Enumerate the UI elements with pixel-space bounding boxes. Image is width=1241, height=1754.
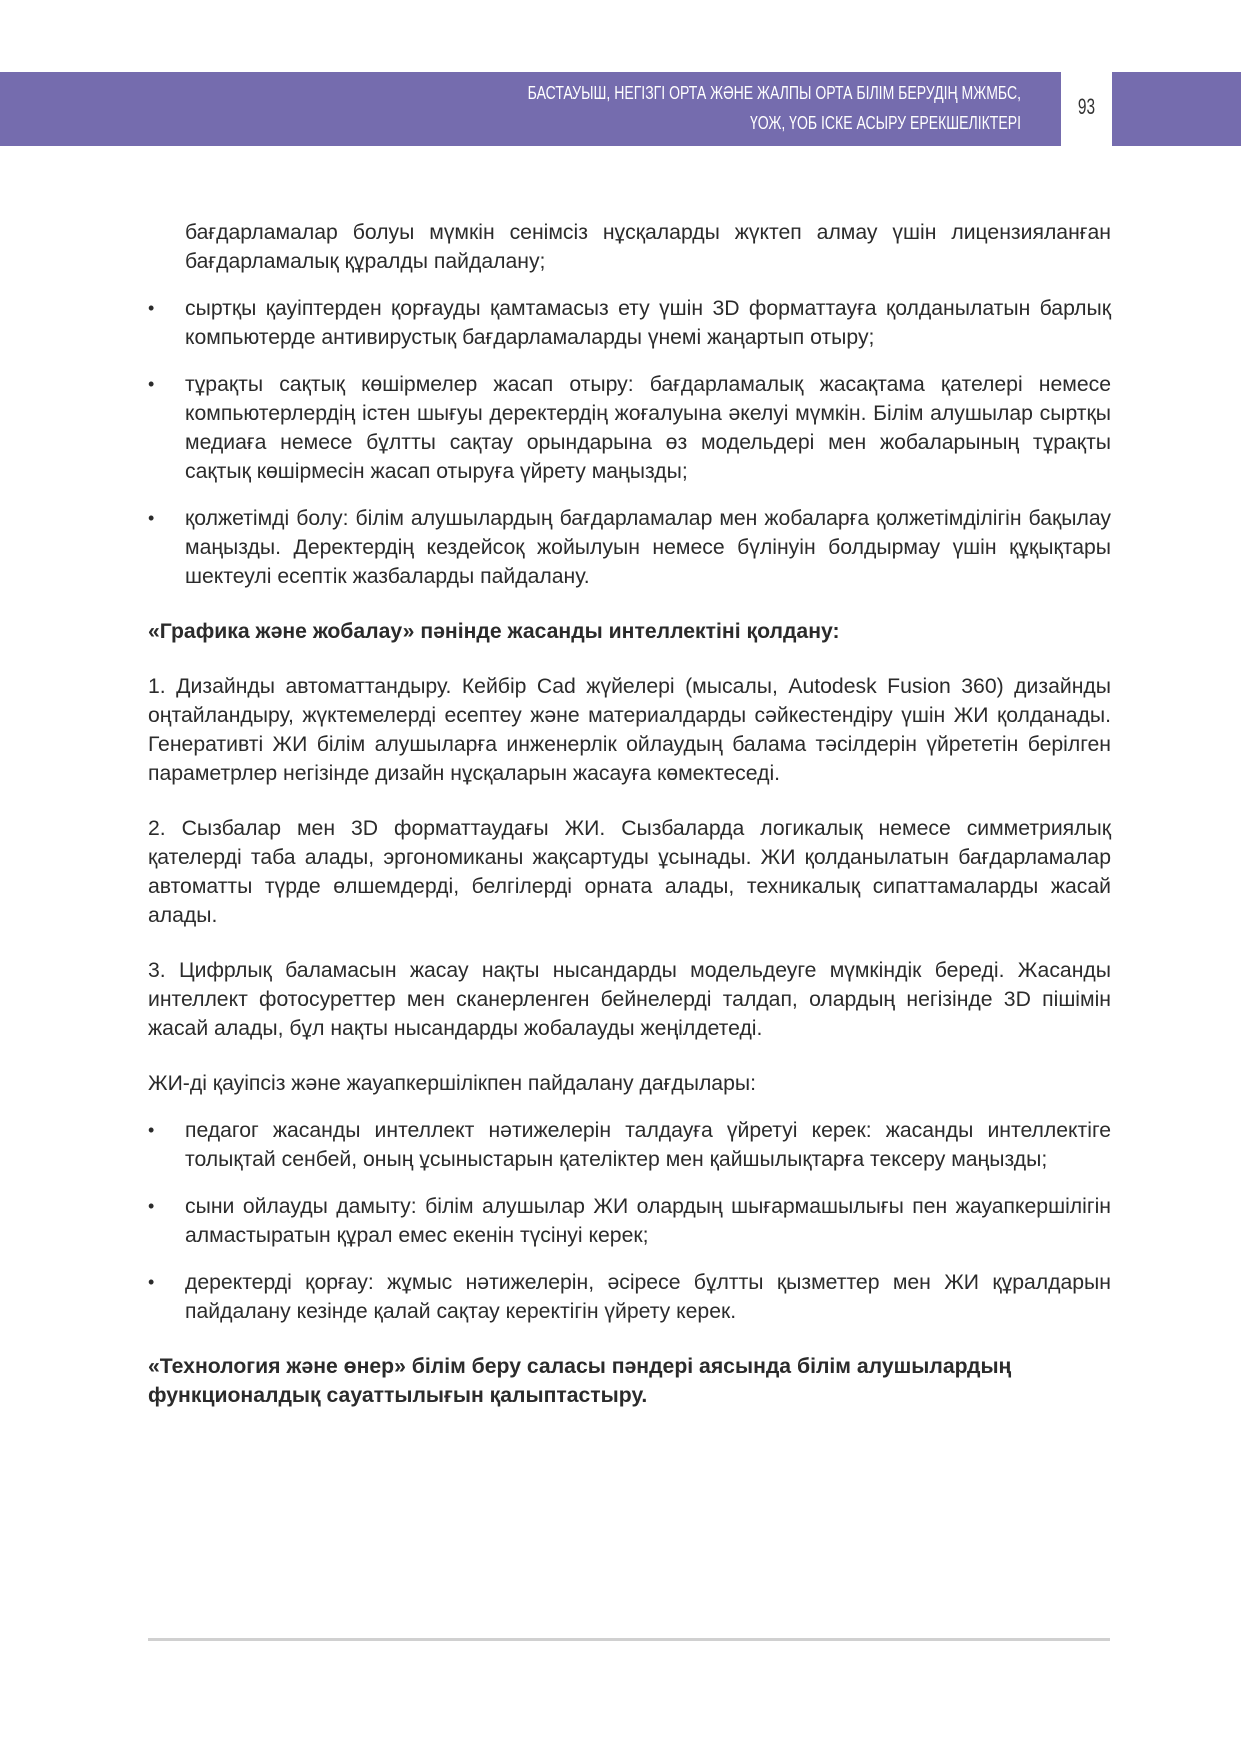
running-header-line-1: БАСТАУЫШ, НЕГІЗГІ ОРТА ЖӘНЕ ЖАЛПЫ ОРТА БІЛІМ БЕРУДІҢ МЖМБС, bbox=[527, 83, 1021, 103]
running-header-title bbox=[397, 78, 1021, 138]
list-item-text: деректерді қорғау: жұмыс нәтижелерін, әсіресе бұлтты қызметтер мен ЖИ құралдарын пайдалану кезінде қалай сақтау керектігін үйрету керек. bbox=[185, 1271, 1111, 1323]
list-item-text: бағдарламалар болуы мүмкін сенімсіз нұсқаларды жүктеп алмау үшін лицензияланған бағдарламалық құралды пайдалану; bbox=[185, 221, 1111, 273]
list-item-text: педагог жасанды интеллект нәтижелерін талдауға үйретуі керек: жасанды интеллектіге толықтай сенбей, оның ұсыныстарын қателіктер мен қайшылықтарға тексеру маңызды; bbox=[185, 1119, 1111, 1171]
numbered-paragraph-1: 1. Дизайнды автоматтандыру. Кейбір Cad жүйелері (мысалы, Autodesk Fusion 360) дизайнды оңтайландыру, жүктемелерді есептеу және материалдарды сәйкестендіру үшін ЖИ қолданады. Генеративті ЖИ білім алушыларға инженерлік ойлаудың балама тәсілдерін үйрететін берілген параметрлер негізінде дизайн нұсқаларын жасауға көмектеседі. bbox=[148, 675, 1111, 785]
list-item bbox=[148, 1192, 1111, 1250]
skills-intro: ЖИ-ді қауіпсіз және жауапкершілікпен пайдалану дағдылары: bbox=[148, 1072, 756, 1095]
page-number: 93 bbox=[1077, 94, 1096, 119]
list-item-text: сыртқы қауіптерден қорғауды қамтамасыз ету үшін 3D форматтауға қолданылатын барлық компьютерде антивирустық бағдарламаларды үнемі жаңартып отыру; bbox=[185, 297, 1111, 349]
bullet-icon: • bbox=[148, 374, 155, 394]
page-body bbox=[148, 218, 1111, 1410]
bullet-icon: • bbox=[148, 508, 155, 528]
section-heading-tech-art: «Технология және өнер» білім беру саласы пәндері аясында білім алушылардың функционалдық сауаттылығын қалыптастыру. bbox=[148, 1355, 1012, 1407]
list-item bbox=[148, 294, 1111, 352]
list-item bbox=[148, 1268, 1111, 1326]
list-item-text: тұрақты сақтық көшірмелер жасап отыру: бағдарламалық жасақтама қателері немесе компьютерлердің істен шығуы деректердің жоғалуына әкелуі мүмкін. Білім алушылар сыртқы медиаға немесе бұлтты сақтау орындарына өз модельдері мен жобаларының тұрақты сақтық көшірмесін жасап отыруға үйрету маңызды; bbox=[185, 373, 1111, 483]
bullet-icon: • bbox=[148, 1196, 155, 1216]
list-item-text: сыни ойлауды дамыту: білім алушылар ЖИ олардың шығармашылығы пен жауапкершілігін алмастыратын құрал емес екенін түсінуі керек; bbox=[185, 1195, 1111, 1247]
list-item-text: қолжетімді болу: білім алушылардың бағдарламалар мен жобаларға қолжетімділігін бақылау маңызды. Деректердің кездейсоқ жойылуын немесе бүлінуін болдырмау үшін құқықтары шектеулі есептік жазбаларды пайдалану. bbox=[185, 507, 1111, 588]
bullet-icon: • bbox=[148, 1272, 155, 1292]
numbered-paragraph-3: 3. Цифрлық баламасын жасау нақты нысандарды модельдеуге мүмкіндік береді. Жасанды интеллект фотосуреттер мен сканерленген бейнелерді талдап, олардың негізінде 3D пішімін жасай алады, бұл нақты нысандарды жобалауды жеңілдетеді. bbox=[148, 959, 1111, 1040]
bullet-icon: • bbox=[148, 298, 155, 318]
numbered-paragraph-2: 2. Сызбалар мен 3D форматтаудағы ЖИ. Сызбаларда логикалық немесе симметриялық қателерді таба алады, эргономиканы жақсартуды ұсынады. ЖИ қолданылатын бағдарламалар автоматты түрде өлшемдерді, белгілерді орната алады, техникалық сипаттамаларды жасай алады. bbox=[148, 817, 1111, 927]
section-heading-ai-graphics: «Графика және жобалау» пәнінде жасанды интеллектіні қолдану: bbox=[148, 620, 840, 643]
footer-divider bbox=[148, 1638, 1110, 1641]
list-item bbox=[148, 1116, 1111, 1174]
list-item bbox=[148, 370, 1111, 486]
bullet-icon: • bbox=[148, 1120, 155, 1140]
list-item-continuation bbox=[148, 218, 1111, 276]
header-bar-right-block bbox=[1112, 72, 1241, 146]
running-header-line-2: ҮОЖ, ҮОБ ІСКЕ АСЫРУ ЕРЕКШЕЛІКТЕРІ bbox=[749, 113, 1021, 133]
list-item bbox=[148, 504, 1111, 591]
